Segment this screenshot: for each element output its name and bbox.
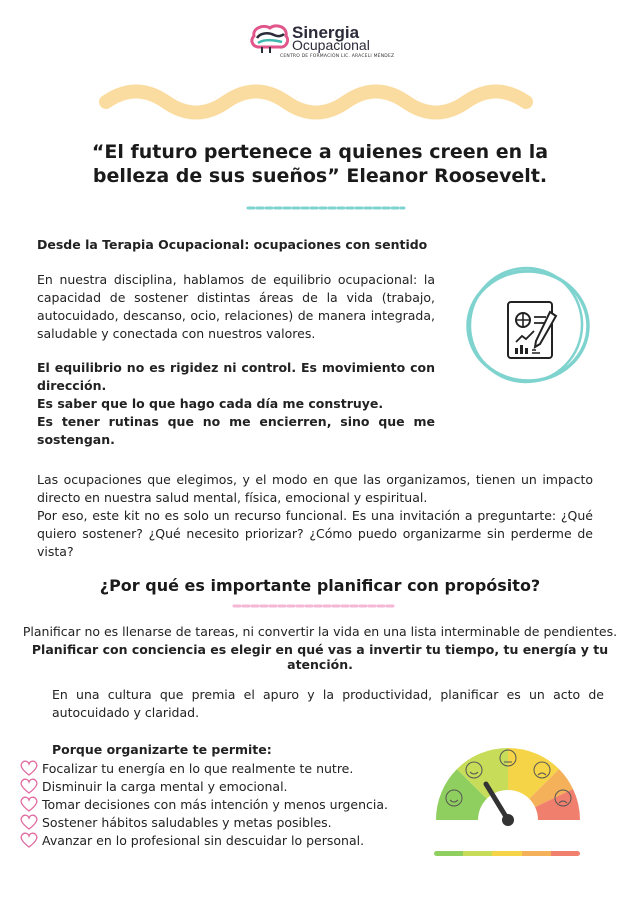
list-item-text: Disminuir la carga mental y emocional. [42,779,288,794]
teal-divider [246,204,406,212]
list-item-text: Tomar decisiones con más intención y menos urgencia. [42,797,389,812]
list-item [20,760,353,778]
mood-color-bar [434,851,580,856]
brand-name-secondary: Ocupacional [292,37,370,53]
quote-line-2: belleza de sus sueños” Eleanor Roosevelt. [92,165,548,187]
list-item [20,832,364,850]
list-title: Porque organizarte te permite: [52,742,272,757]
brand-tagline: CENTRO DE FORMACIÓN LIC. ARACELI MÉNDEZ [280,54,395,59]
heart-icon [20,832,38,848]
heart-icon [20,814,38,830]
planning-statement: Planificar no es llenarse de tareas, ni convertir la vida en una lista interminable de pendientes. [22,624,618,639]
paragraph-impacto: Las ocupaciones que elegimos, y el modo en que las organizamos, tienen un impacto directo en nuestra salud mental, física, emocional y espiritual. [37,472,593,505]
paragraph-invitacion: Por eso, este kit no es solo un recurso funcional. Es una invitación a preguntarte: ¿Qué quiero sostener? ¿Qué necesito priorizar? ¿Cómo puedo organizarme sin perderme de vista? [37,508,593,559]
brand-name: Sinergia [292,23,360,42]
bold-statement-1: El equilibrio no es rigidez ni control. Es movimiento con dirección. [37,360,435,393]
paragraph-equilibrio: En nuestra disciplina, hablamos de equilibrio ocupacional: la capacidad de sostener distintas áreas de la vida (trabajo, autocuidado, descanso, ocio, relaciones) de manera integrada, saludable y conectada con nuestros valores. [37,272,435,341]
pink-divider [232,602,398,610]
section-title: Desde la Terapia Ocupacional: ocupaciones con sentido [37,237,428,252]
brain-logo-icon [248,22,292,58]
list-item-text: Sostener hábitos saludables y metas posibles. [42,815,332,830]
bold-statement-3: Es tener rutinas que no me encierren, sino que me sostengan. [37,414,435,447]
decorative-wave [96,82,546,122]
document-chart-icon [460,262,596,390]
list-item-text: Focalizar tu energía en lo que realmente te nutre. [42,761,354,776]
mood-gauge-icon [428,736,588,844]
list-item [20,778,288,796]
planning-statement-bold: Planificar con conciencia es elegir en qué vas a invertir tu tiempo, tu energía y tu atención. [31,642,609,672]
quote [80,140,560,188]
list-item [20,814,332,832]
list-item [20,796,388,814]
heart-icon [20,796,38,812]
heart-icon [20,778,38,794]
section-heading: ¿Por qué es importante planificar con propósito? [99,576,541,595]
bold-statement-2: Es saber que lo que hago cada día me construye. [37,396,384,411]
quote-line-1: “El futuro pertenece a quienes creen en la [91,141,549,163]
paragraph-cultura: En una cultura que premia el apuro y la productividad, planificar es un acto de autocuidado y claridad. [52,687,604,720]
heart-icon [20,760,38,776]
list-item-text: Avanzar en lo profesional sin descuidar lo personal. [42,833,365,848]
